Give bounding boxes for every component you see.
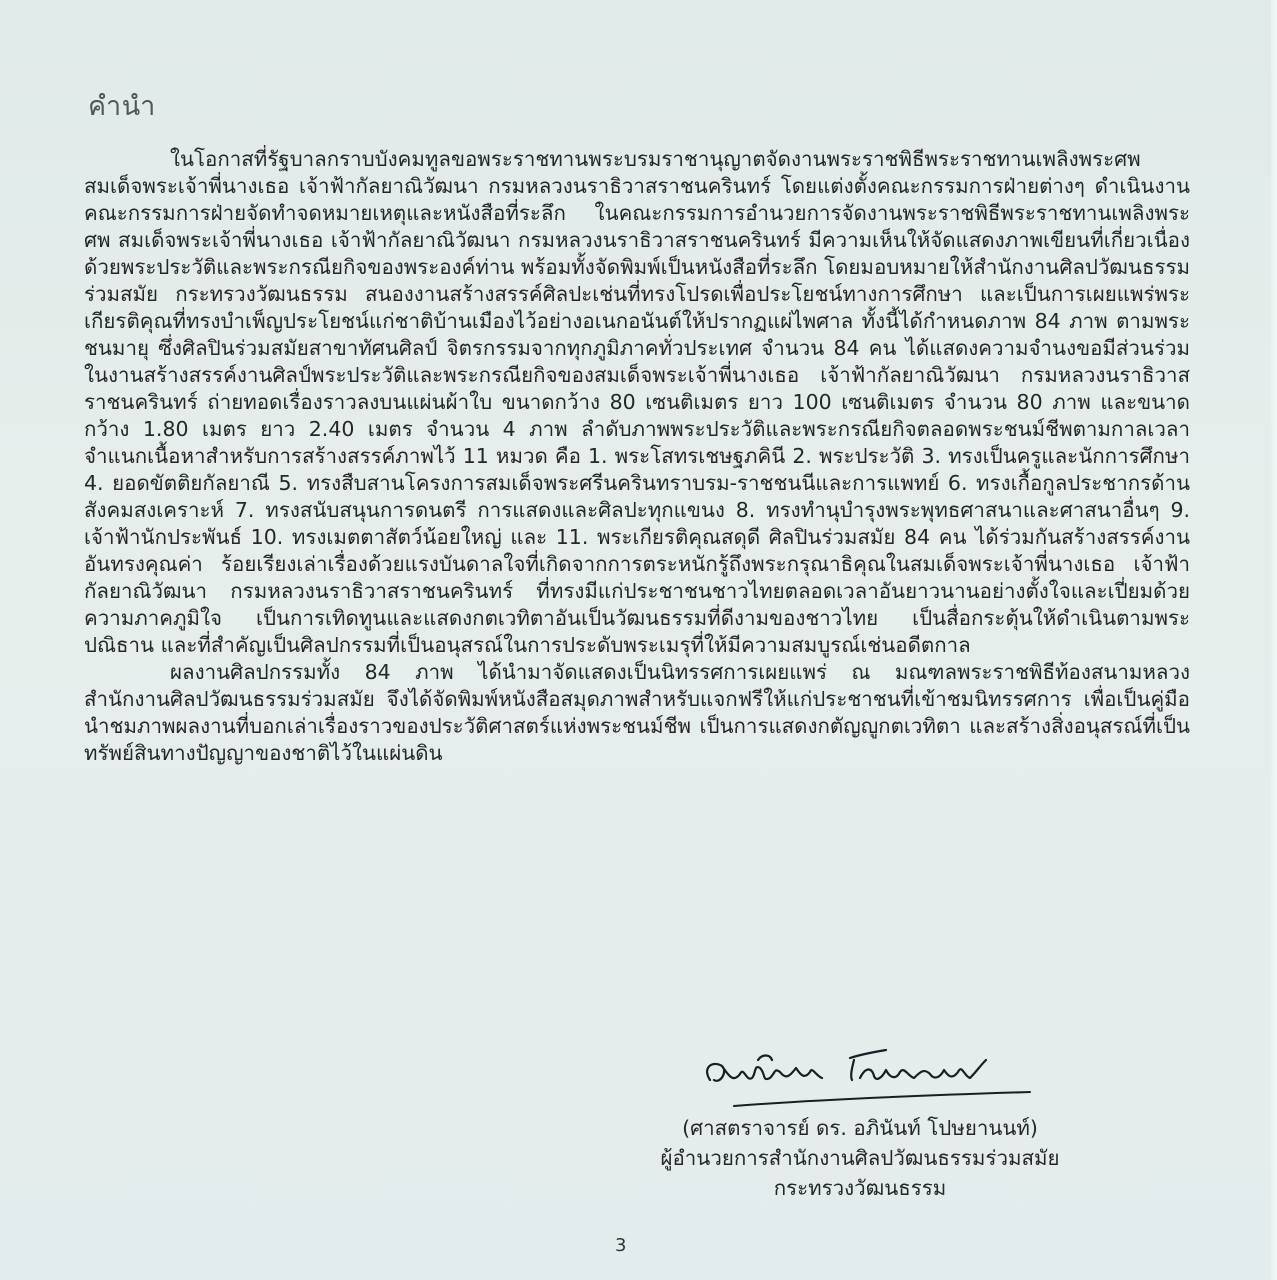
page-title: คำนำ: [88, 91, 156, 122]
signer-name: (ศาสตราจารย์ ดร. อภินันท์ โปษยานนท์): [682, 1116, 1038, 1140]
paragraph: ในโอกาสที่รัฐบาลกราบบังคมทูลขอพระราชทานพระบรมราชานุญาตจัดงานพระราชพิธีพระราชทานเพลิงพระศพสมเด็จพระเจ้าพี่นางเธอ เจ้าฟ้ากัลยาณิวัฒนา กรมหลวงนราธิวาสราชนครินทร์ โดยแต่งตั้งคณะกรรมการฝ่ายต่างๆ ดำเนินงาน คณะกรรมการฝ่ายจัดทำจดหมายเหตุและหนังสือที่ระลึก ในคณะกรรมการอำนวยการจัดงานพระราชพิธีพระราชทานเพลิงพระศพ สมเด็จพระเจ้าพี่นางเธอ เจ้าฟ้ากัลยาณิวัฒนา กรมหลวงนราธิวาสราชนครินทร์ มีความเห็นให้จัดแสดงภาพเขียนที่เกี่ยวเนื่องด้วยพระประวัติและพระกรณียกิจของพระองค์ท่าน พร้อมทั้งจัดพิมพ์เป็นหนังสือที่ระลึก โดยมอบหมายให้สำนักงานศิลปวัฒนธรรมร่วมสมัย กระทรวงวัฒนธรรม สนองงานสร้างสรรค์ศิลปะเช่นที่ทรงโปรดเพื่อประโยชน์ทางการศึกษา และเป็นการเผยแพร่พระเกียรติคุณที่ทรงบำเพ็ญประโยชน์แก่ชาติบ้านเมืองไว้อย่างอเนกอนันต์ให้ปรากฏแผ่ไพศาล ทั้งนี้ได้กำหนดภาพ 84 ภาพ ตามพระชนมายุ ซึ่งศิลปินร่วมสมัยสาขาทัศนศิลป์ จิตรกรรมจากทุกภูมิภาคทั่วประเทศ จำนวน 84 คน ได้แสดงความจำนงขอมีส่วนร่วมในงานสร้างสรรค์งานศิลป์พระประวัติและพระกรณียกิจของสมเด็จพระเจ้าพี่นางเธอ เจ้าฟ้ากัลยาณิวัฒนา กรมหลวงนราธิวาสราชนครินทร์ ถ่ายทอดเรื่องราวลงบนแผ่นผ้าใบ ขนาดกว้าง 80 เซนติเมตร ยาว 100 เซนติเมตร จำนวน 80 ภาพ และขนาดกว้าง 1.80 เมตร ยาว 2.40 เมตร จำนวน 4 ภาพ ลำดับภาพพระประวัติและพระกรณียกิจตลอดพระชนม์ชีพตามกาลเวลา จำแนกเนื้อหาสำหรับการสร้างสรรค์ภาพไว้ 11 หมวด คือ 1. พระโสทรเชษฐภคินี 2. พระประวัติ 3. ทรงเป็นครูและนักการศึกษา 4. ยอดขัตติยกัลยาณี 5. ทรงสืบสานโครงการสมเด็จพระศรีนครินทราบรม-ราชชนนีและการแพทย์ 6. ทรงเกื้อกูลประชากรด้านสังคมสงเคราะห์ 7. ทรงสนับสนุนการดนตรี การแสดงและศิลปะทุกแขนง 8. ทรงทำนุบำรุงพระพุทธศาสนาและศาสนาอื่นๆ 9. เจ้าฟ้านักประพันธ์ 10. ทรงเมตตาสัตว์น้อยใหญ่ และ 11. พระเกียรติคุณสดุดี ศิลปินร่วมสมัย 84 คน ได้ร่วมกันสร้างสรรค์งานอันทรงคุณค่า ร้อยเรียงเล่าเรื่องด้วยแรงบันดาลใจที่เกิดจากการตระหนักรู้ถึงพระกรุณาธิคุณในสมเด็จพระเจ้าพี่นางเธอ เจ้าฟ้ากัลยาณิวัฒนา กรมหลวงนราธิวาสราชนครินทร์ ที่ทรงมีแก่ประชาชนชาวไทยตลอดเวลาอันยาวนานอย่างตั้งใจและเปี่ยมด้วยความภาคภูมิใจ เป็นการเทิดทูนและแสดงกตเวทิตาอันเป็นวัฒนธรรมที่ดีงามของชาวไทย เป็นสื่อกระตุ้นให้ดำเนินตามพระปณิธาน และที่สำคัญเป็นศิลปกรรมที่เป็นอนุสรณ์ในการประดับพระเมรุที่ให้มีความสมบูรณ์เช่นอดีตกาล: [84, 147, 1190, 657]
signer-title: ผู้อำนวยการสำนักงานศิลปวัฒนธรรมร่วมสมัย: [660, 1146, 1060, 1170]
page-number: 3: [615, 1235, 627, 1256]
signer-organization: กระทรวงวัฒนธรรม: [773, 1176, 947, 1200]
page-edge: [1271, 0, 1277, 1280]
paragraph: ผลงานศิลปกรรมทั้ง 84 ภาพ ได้นำมาจัดแสดงเป็นนิทรรศการเผยแพร่ ณ มณฑลพระราชพิธีท้องสนามหลวง สำนักงานศิลปวัฒนธรรมร่วมสมัย จึงได้จัดพิมพ์หนังสือสมุดภาพสำหรับแจกฟรีให้แก่ประชาชนที่เข้าชมนิทรรศการ เพื่อเป็นคู่มือนำชมภาพผลงานที่บอกเล่าเรื่องราวของประวัติศาสตร์แห่งพระชนม์ชีพ เป็นการแสดงกตัญญูกตเวทิตา และสร้างสิ่งอนุสรณ์ที่เป็นทรัพย์สินทางปัญญาของชาติไว้ในแผ่นดิน: [84, 660, 1190, 765]
body-text: [84, 146, 1190, 767]
signature-block: [620, 1030, 1100, 1220]
handwritten-signature-icon: [700, 1038, 1040, 1110]
